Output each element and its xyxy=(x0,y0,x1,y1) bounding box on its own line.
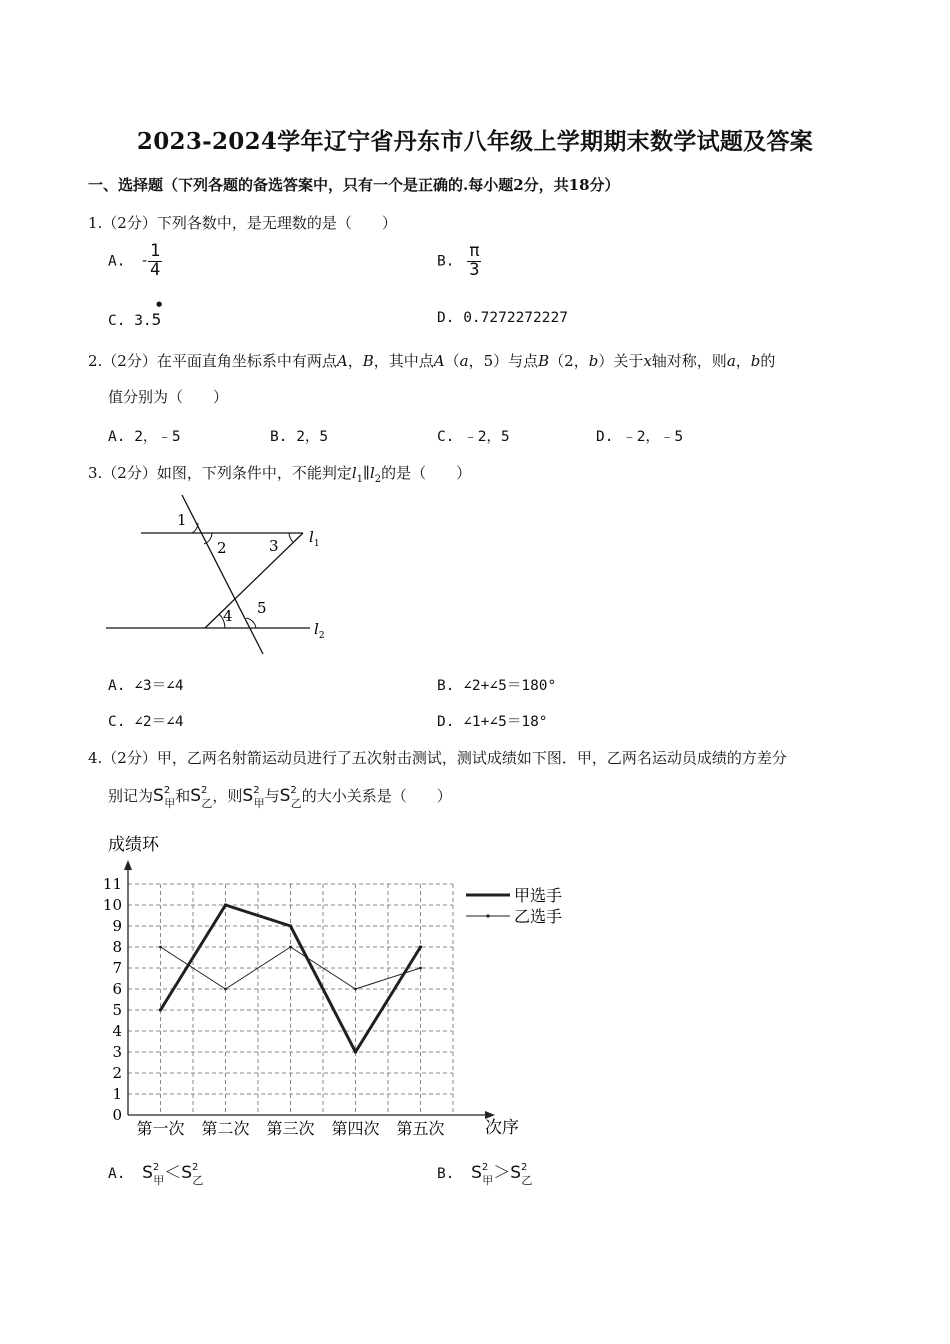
y-tick-label: 11 xyxy=(102,875,122,893)
y-tick-label: 6 xyxy=(112,980,122,998)
y-tick-label: 3 xyxy=(112,1043,122,1061)
chart-grid xyxy=(128,884,453,1115)
series-1-point xyxy=(159,1008,162,1011)
chart-legend xyxy=(466,886,562,926)
question-4-stem: 4.（2分）甲，乙两名射箭运动员进行了五次射击测试，测试成绩如下图．甲，乙两名运动员成绩的方差分 xyxy=(88,749,787,767)
series-2-point xyxy=(224,988,227,991)
question-1-stem: 1.（2分）下列各数中，是无理数的是（ ） xyxy=(88,214,397,232)
transversal-1 xyxy=(182,495,263,654)
variance-yi: $S^2_乙$ xyxy=(190,785,213,810)
series-1-point xyxy=(419,945,422,948)
y-axis-arrow xyxy=(124,860,132,870)
q2-option-d[interactable]: D. ﹣2，﹣5 xyxy=(596,429,684,445)
q4-option-b[interactable]: B. $S^2_甲>S^2_乙$ xyxy=(437,1162,533,1187)
y-tick-label: 2 xyxy=(112,1064,122,1082)
series-2-point xyxy=(289,946,292,949)
score-line-chart xyxy=(100,828,600,1148)
legend-marker xyxy=(486,914,489,917)
q1-option-a[interactable]: A. - $\frac{1}{4}$ xyxy=(108,241,161,280)
chart-axes xyxy=(103,860,495,1138)
question-3-stem: 3.（2分）如图，下列条件中，不能判定$l_1\parallel l_2$的是（ ） xyxy=(88,464,472,485)
legend-label-1: 甲选手 xyxy=(514,886,563,905)
chart-xlabel: 次序 xyxy=(485,1118,519,1138)
q1-option-d[interactable]: D. 0.7272272227 xyxy=(437,310,568,326)
y-tick-label: 5 xyxy=(112,1001,122,1019)
y-tick-label: 9 xyxy=(112,917,122,935)
q2-option-a[interactable]: A. 2，﹣5 xyxy=(108,429,181,445)
x-tick-label: 第二次 xyxy=(201,1119,250,1138)
variance-jia: $S^2_甲$ xyxy=(153,785,176,810)
angle-label-2: 2 xyxy=(217,539,227,557)
angle-label-5: 5 xyxy=(257,599,267,617)
q2-option-c[interactable]: C. ﹣2，5 xyxy=(437,429,510,445)
parallel-lines-figure xyxy=(100,490,340,660)
y-tick-label: 4 xyxy=(112,1022,122,1040)
repeating-dot: • xyxy=(154,296,164,314)
q2-option-b[interactable]: B. 2，5 xyxy=(270,429,329,445)
y-tick-label: 0 xyxy=(112,1106,122,1124)
series-1-point xyxy=(224,903,227,906)
x-tick-label: 第三次 xyxy=(266,1119,315,1138)
y-tick-label: 1 xyxy=(112,1085,122,1103)
angle-arc-2 xyxy=(204,533,212,544)
variance-jia-2: $S^2_甲$ xyxy=(242,785,265,810)
question-2-line2: 值分别为（ ） xyxy=(108,388,229,406)
page-title: 2023-2024学年辽宁省丹东市八年级上学期期末数学试题及答案 xyxy=(136,128,814,155)
legend-label-2: 乙选手 xyxy=(514,907,563,926)
question-2-stem: 2.（2分）在平面直角坐标系中有两点A，B，其中点A（a，5）与点B（2，b）关于x轴对称，则a，b的 xyxy=(88,352,776,370)
series-2-point xyxy=(419,967,422,970)
line-label-l2: $l_2$ xyxy=(314,620,325,641)
y-tick-label: 7 xyxy=(112,959,122,977)
x-tick-label: 第五次 xyxy=(396,1119,445,1138)
x-tick-label: 第一次 xyxy=(136,1119,185,1138)
q1-option-b[interactable]: B. $\frac{\pi}{3}$ xyxy=(437,241,480,280)
q3-option-d[interactable]: D. ∠1+∠5＝18° xyxy=(437,714,548,730)
variance-yi-2: $S^2_乙$ xyxy=(279,785,302,810)
chart-ylabel: 成绩环 xyxy=(108,835,159,855)
y-tick-label: 10 xyxy=(102,896,122,914)
series-1-point xyxy=(289,924,292,927)
series-2-point xyxy=(159,946,162,949)
angle-label-1: 1 xyxy=(177,511,187,529)
x-tick-label: 第四次 xyxy=(331,1119,380,1138)
angle-label-4: 4 xyxy=(223,607,233,625)
section-heading: 一、选择题（下列各题的备选答案中，只有一个是正确的.每小题2分，共18分） xyxy=(88,176,620,194)
line-label-l1: $l_1$ xyxy=(309,528,320,549)
series-1-point xyxy=(354,1050,357,1053)
y-tick-label: 8 xyxy=(112,938,122,956)
q3-option-c[interactable]: C. ∠2＝∠4 xyxy=(108,714,184,730)
angle-label-3: 3 xyxy=(269,537,279,555)
q3-option-a[interactable]: A. ∠3＝∠4 xyxy=(108,678,184,694)
q4-option-a[interactable]: A. $S^2_甲<S^2_乙$ xyxy=(108,1162,204,1187)
q3-option-b[interactable]: B. ∠2+∠5＝180° xyxy=(437,678,557,694)
series-2-point xyxy=(354,988,357,991)
q1-option-c[interactable]: C. 3. • 5 xyxy=(108,296,164,329)
question-4-line2: 别记为$S^2_甲$和$S^2_乙$，则$S^2_甲$与$S^2_乙$的大小关系是（ ） xyxy=(108,785,452,810)
angle-arc-3 xyxy=(289,533,293,542)
